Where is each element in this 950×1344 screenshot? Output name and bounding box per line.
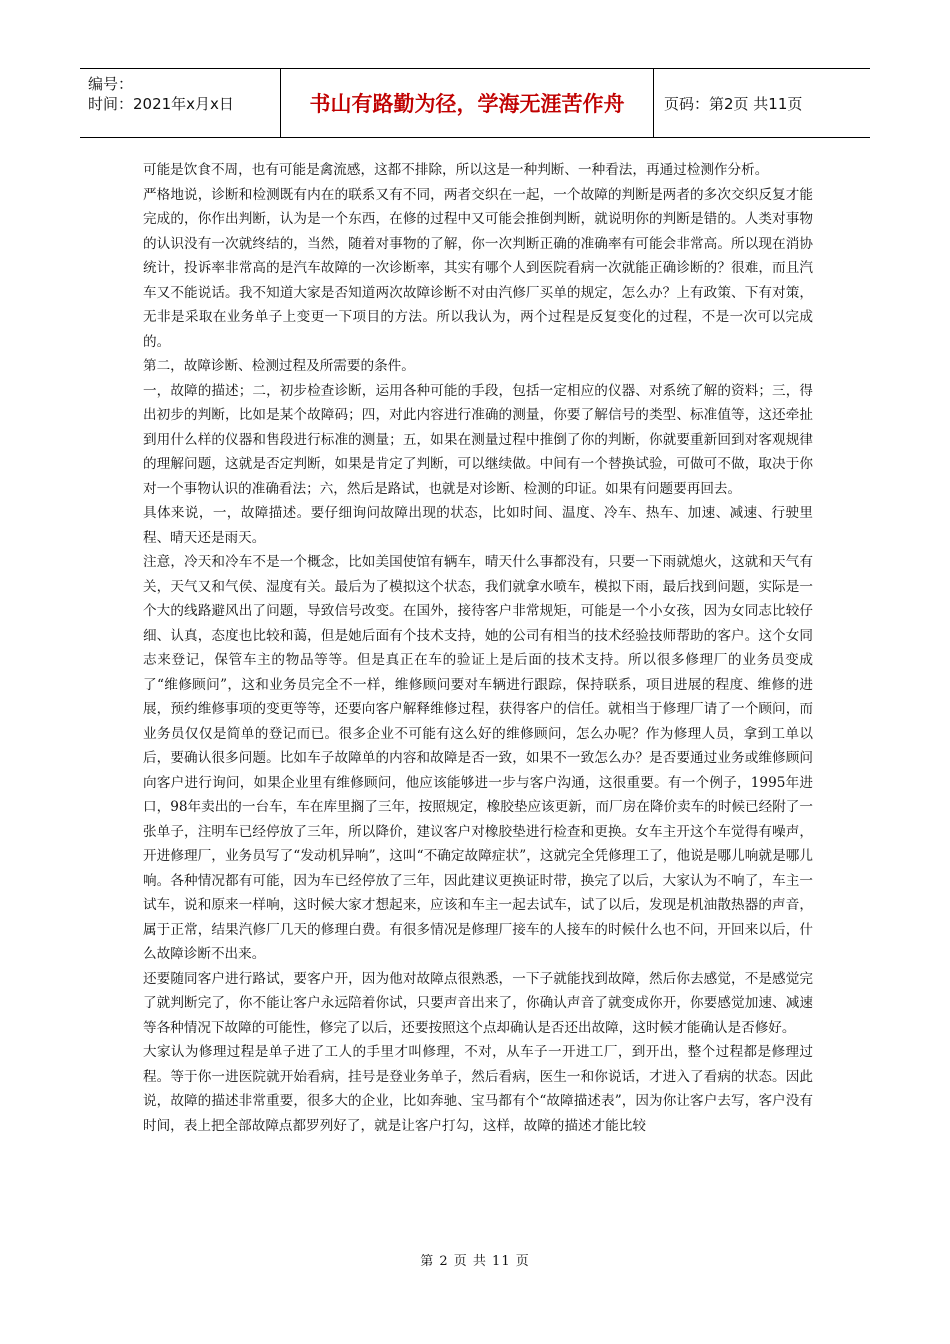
paragraph: 具体来说，一，故障描述。要仔细询问故障出现的状态，比如时间、温度、冷车、热车、加速、减速、行驶里程、晴天还是雨天。 [143, 505, 813, 546]
page-footer: 第 2 页 共 11 页 [420, 1254, 530, 1269]
header-meta [80, 69, 281, 137]
paragraph: 大家认为修理过程是单子进了工人的手里才叫修理，不对，从车子一开进工厂，到开出，整个过程都是修理过程。等于你一进医院就开始看病，挂号是登业务单子，然后看病，医生一和你说话，才进入了看病的状态。因此说，故障的描述非常重要，很多大的企业，比如奔驰、宝马都有个“故障描述表”，因为你让客户去写，客户没有时间，表上把全部故障点都罗列好了，就是让客户打勾，这样，故障的描述才能比较 [143, 1044, 813, 1134]
section-heading: 第二，故障诊断、检测过程及所需要的条件。 [143, 358, 415, 374]
paragraph: 严格地说，诊断和检测既有内在的联系又有不同，两者交织在一起，一个故障的判断是两者的多次交织反复才能完成的，你作出判断，认为是一个东西，在修的过程中又可能会推倒判断，就说明你的判断是错的。人类对事物的认识没有一次就终结的，当然，随着对事物的了解，你一次判断正确的准确率有可能会非常高。所以现在消协统计，投诉率非常高的是汽车故障的一次诊断率，其实有哪个人到医院看病一次就能正确诊断的？很难，而且汽车又不能说话。我不知道大家是否知道两次故障诊断不对由汽修厂买单的规定，怎么办？上有政策、下有对策，无非是采取在业务单子上变更一下项目的方法。所以我认为，两个过程是反复变化的过程，不是一次可以完成的。 [143, 186, 813, 350]
document-date: 时间：2021年x月x日 [88, 95, 234, 113]
paragraph: 还要随同客户进行路试，要客户开，因为他对故障点很熟悉，一下子就能找到故障，然后你去感觉，不是感觉完了就判断完了，你不能让客户永远陪着你试，只要声音出来了，你确认声音了就变成你开，你要感觉加速、减速等各种情况下故障的可能性，修完了以后，还要按照这个点却确认是否还出故障，这时候才能确认是否修好。 [143, 970, 813, 1036]
page-header [80, 68, 870, 138]
paragraph: 一，故障的描述；二，初步检查诊断，运用各种可能的手段，包括一定相应的仪器、对系统了解的资料；三，得出初步的判断，比如是某个故障码；四，对此内容进行准确的测量，你要了解信号的类型、标准值等，这还牵扯到用什么样的仪器和售段进行标准的测量；五，如果在测量过程中推倒了你的判断，你就要重新回到对客观规律的理解问题，这就是否定判断，如果是肯定了判断，可以继续做。中间有一个替换试验，可做可不做，取决于你对一个事物认识的准确看法；六，然后是路试，也就是对诊断、检测的印证。如果有问题要再回去。 [143, 382, 813, 497]
header-page-info: 页码：第2页 共11页 [664, 94, 803, 113]
document-body [143, 158, 813, 1138]
document-number-label: 编号： [88, 75, 134, 93]
paragraph: 可能是饮食不周，也有可能是禽流感，这都不排除，所以这是一种判断、一种看法，再通过检测作分析。 [143, 162, 769, 178]
paragraph: 注意，冷天和冷车不是一个概念，比如美国使馆有辆车，晴天什么事都没有，只要一下雨就熄火，这就和天气有关，天气又和气侯、湿度有关。最后为了模拟这个状态，我们就拿水喷车，模拟下雨，最后找到问题，实际是一个大的线路避风出了问题，导致信号改变。在国外，接待客户非常规矩，可能是一个小女孩，因为女同志比较仔细、认真，态度也比较和蔼，但是她后面有个技术支持，她的公司有相当的技术经验技师帮助的客户。这个女同志来登记，保管车主的物品等等。但是真正在车的验证上是后面的技术支持。所以很多修理厂的业务员变成了“维修顾问”，这和业务员完全不一样，维修顾问要对车辆进行跟踪，保持联系，项目进展的程度、维修的进展，预约维修事项的变更等等，还要向客户解释维修过程，获得客户的信任。就相当于修理厂请了一个顾问，而业务员仅仅是简单的登记而已。很多企业不可能有这么好的维修顾问，怎么办呢？作为修理人员，拿到工单以后，要确认很多问题。比如车子故障单的内容和故障是否一致，如果不一致怎么办？是否要通过业务或维修顾问向客户进行询问，如果企业里有维修顾问，他应该能够进一步与客户沟通，这很重要。有一个例子，1995年进口，98年卖出的一台车，车在库里搁了三年，按照规定，橡胶垫应该更新，而厂房在降价卖车的时候已经附了一张单子，注明车已经停放了三年，所以降价，建议客户对橡胶垫进行检查和更换。女车主开这个车觉得有噪声，开进修理厂，业务员写了“发动机异响”，这叫“不确定故障症状”，这就完全凭修理工了，他说是哪儿响就是哪儿响。各种情况都有可能，因为车已经停放了三年，因此建议更换证时带，换完了以后，大家认为不响了，车主一试车，说和原来一样响，这时候大家才想起来，应该和车主一起去试车，试了以后，发现是机油散热器的声音，属于正常，结果汽修厂几天的修理白费。有很多情况是修理厂接车的人接车的时候什么也不问，开回来以后，什么故障诊断不出来。 [143, 554, 813, 962]
header-motto: 书山有路勤为径，学海无涯苦作舟 [281, 69, 654, 137]
